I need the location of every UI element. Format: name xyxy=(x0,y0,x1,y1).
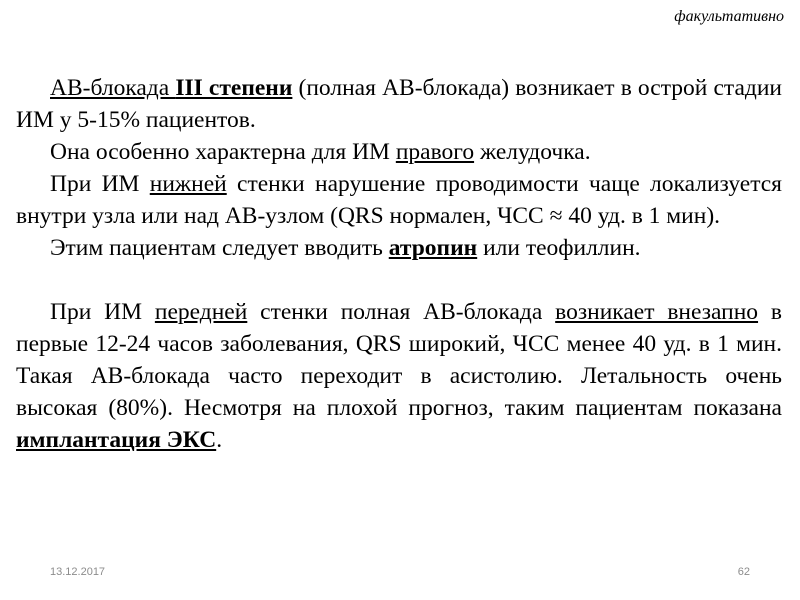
underlined-text: АВ-блокада xyxy=(50,75,176,101)
text-run: Этим пациентам следует вводить xyxy=(50,235,389,261)
text-run: стенки нарушение проводимости чаще локализуется внутри узла или над АВ-узлом (QRS нормален, ЧСС ≈ 40 уд. в 1 мин). xyxy=(16,171,782,229)
text-run: . xyxy=(216,427,223,453)
slide-date: 13.12.2017 xyxy=(50,566,106,578)
underlined-text: возникает внезапно xyxy=(555,299,759,325)
underlined-text: передней xyxy=(154,299,248,325)
emphasis-text: имплантация ЭКС xyxy=(16,427,217,453)
slide-body xyxy=(16,72,782,456)
emphasis-text: III степени xyxy=(175,75,293,101)
text-run: Она особенно характерна для ИМ xyxy=(50,139,396,165)
slide-page-number: 62 xyxy=(737,566,750,578)
text-run: или теофиллин. xyxy=(477,235,641,261)
text-run: При ИМ xyxy=(50,171,150,197)
paragraph xyxy=(16,136,782,168)
paragraph xyxy=(16,232,782,264)
paragraph xyxy=(16,168,782,232)
text-run: в первые 12-24 часов заболевания, QRS широкий, ЧСС менее 40 уд. в 1 мин. Такая АВ-блокада часто переходит в асистолию. Летальность очень высокая (80%). Несмотря на плохой прогноз, таким пациентам показана xyxy=(16,299,782,421)
underlined-text: нижней xyxy=(149,171,227,197)
corner-note: факультативно xyxy=(674,8,784,25)
text-run: стенки полная АВ-блокада xyxy=(247,299,556,325)
paragraph-spacer xyxy=(16,264,782,296)
text-run: При ИМ xyxy=(50,299,155,325)
paragraph xyxy=(16,72,782,136)
paragraph xyxy=(16,296,782,456)
text-run: желудочка. xyxy=(474,139,591,165)
text-run: (полная АВ-блокада) возникает в острой стадии ИМ у 5-15% пациентов. xyxy=(16,75,782,133)
underlined-text: правого xyxy=(395,139,475,165)
emphasis-text: атропин xyxy=(388,235,478,261)
